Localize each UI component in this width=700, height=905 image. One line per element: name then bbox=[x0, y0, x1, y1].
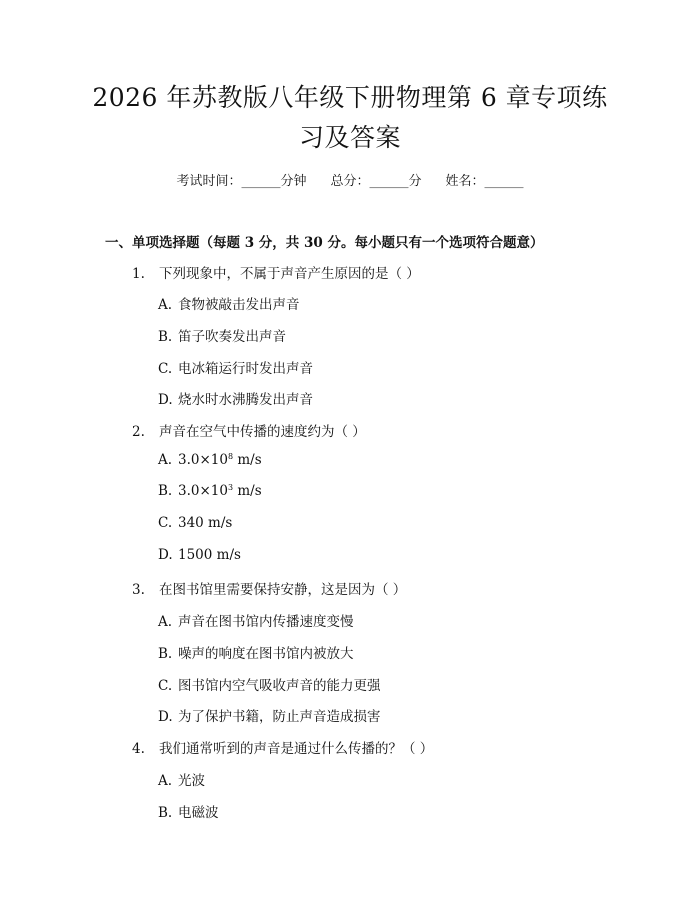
option-unit: m/s bbox=[233, 483, 262, 499]
q1-option-c bbox=[158, 357, 313, 377]
option-letter: C. bbox=[158, 678, 173, 694]
q3-option-b bbox=[158, 642, 354, 662]
question-4 bbox=[132, 737, 433, 757]
option-letter: B. bbox=[158, 483, 173, 499]
option-letter: C. bbox=[158, 515, 173, 531]
title-line-1: 2026 年苏教版八年级下册物理第 6 章专项练 bbox=[92, 83, 608, 112]
option-text: 电冰箱运行时发出声音 bbox=[178, 361, 313, 377]
option-letter: D. bbox=[158, 709, 173, 725]
q3-option-a bbox=[158, 610, 354, 630]
option-letter: B. bbox=[158, 329, 173, 345]
exam-time: 考试时间：______分钟 bbox=[176, 174, 307, 189]
q1-option-b bbox=[158, 325, 286, 345]
q1-option-a bbox=[158, 293, 300, 313]
option-unit: m/s bbox=[233, 452, 262, 468]
q3-option-d bbox=[158, 705, 381, 725]
exam-meta bbox=[0, 170, 700, 189]
question-number: 2. bbox=[132, 424, 145, 440]
option-text: 图书馆内空气吸收声音的能力更强 bbox=[178, 678, 381, 694]
option-exponent: 3 bbox=[227, 483, 234, 492]
section-heading: 一、单项选择题（每题 3 分，共 30 分。每小题只有一个选项符合题意） bbox=[105, 235, 544, 251]
exam-score: 总分：______分 bbox=[330, 174, 422, 189]
option-text: 噪声的响度在图书馆内被放大 bbox=[178, 646, 354, 662]
question-text: 在图书馆里需要保持安静，这是因为（ ） bbox=[159, 582, 407, 598]
question-text: 下列现象中，不属于声音产生原因的是（ ） bbox=[159, 266, 420, 282]
option-letter: C. bbox=[158, 361, 173, 377]
q2-option-b bbox=[158, 483, 262, 499]
student-name: 姓名：______ bbox=[445, 174, 524, 189]
question-2 bbox=[132, 420, 366, 440]
question-text: 我们通常听到的声音是通过什么传播的？（ ） bbox=[159, 741, 434, 757]
option-letter: B. bbox=[158, 805, 173, 821]
question-number: 3. bbox=[132, 582, 145, 598]
q4-option-a bbox=[158, 769, 205, 789]
question-number: 1. bbox=[132, 266, 145, 282]
q4-option-b bbox=[158, 801, 219, 821]
option-text: 3.0×10 bbox=[178, 452, 228, 468]
q2-option-c bbox=[158, 515, 232, 531]
question-3 bbox=[132, 578, 406, 598]
option-text: 声音在图书馆内传播速度变慢 bbox=[178, 614, 354, 630]
option-text: 笛子吹奏发出声音 bbox=[178, 329, 286, 345]
option-letter: A. bbox=[158, 614, 173, 630]
page-title bbox=[60, 78, 640, 158]
option-letter: A. bbox=[158, 297, 173, 313]
title-line-2: 习及答案 bbox=[298, 123, 401, 152]
option-exponent: 8 bbox=[227, 452, 234, 461]
q2-option-d bbox=[158, 547, 241, 563]
option-text: 食物被敲击发出声音 bbox=[178, 297, 300, 313]
option-text: 3.0×10 bbox=[178, 483, 228, 499]
question-1 bbox=[132, 262, 420, 282]
option-letter: A. bbox=[158, 773, 173, 789]
option-text: 电磁波 bbox=[178, 805, 219, 821]
question-number: 4. bbox=[132, 741, 145, 757]
option-letter: B. bbox=[158, 646, 173, 662]
option-text: 1500 m/s bbox=[178, 547, 241, 563]
option-letter: D. bbox=[158, 392, 173, 408]
option-letter: A. bbox=[158, 452, 173, 468]
option-text: 340 m/s bbox=[178, 515, 233, 531]
q3-option-c bbox=[158, 674, 381, 694]
option-text: 光波 bbox=[178, 773, 205, 789]
option-text: 烧水时水沸腾发出声音 bbox=[178, 392, 313, 408]
question-text: 声音在空气中传播的速度约为（ ） bbox=[159, 424, 366, 440]
option-letter: D. bbox=[158, 547, 173, 563]
option-text: 为了保护书籍，防止声音造成损害 bbox=[178, 709, 381, 725]
q2-option-a bbox=[158, 452, 262, 468]
q1-option-d bbox=[158, 388, 313, 408]
